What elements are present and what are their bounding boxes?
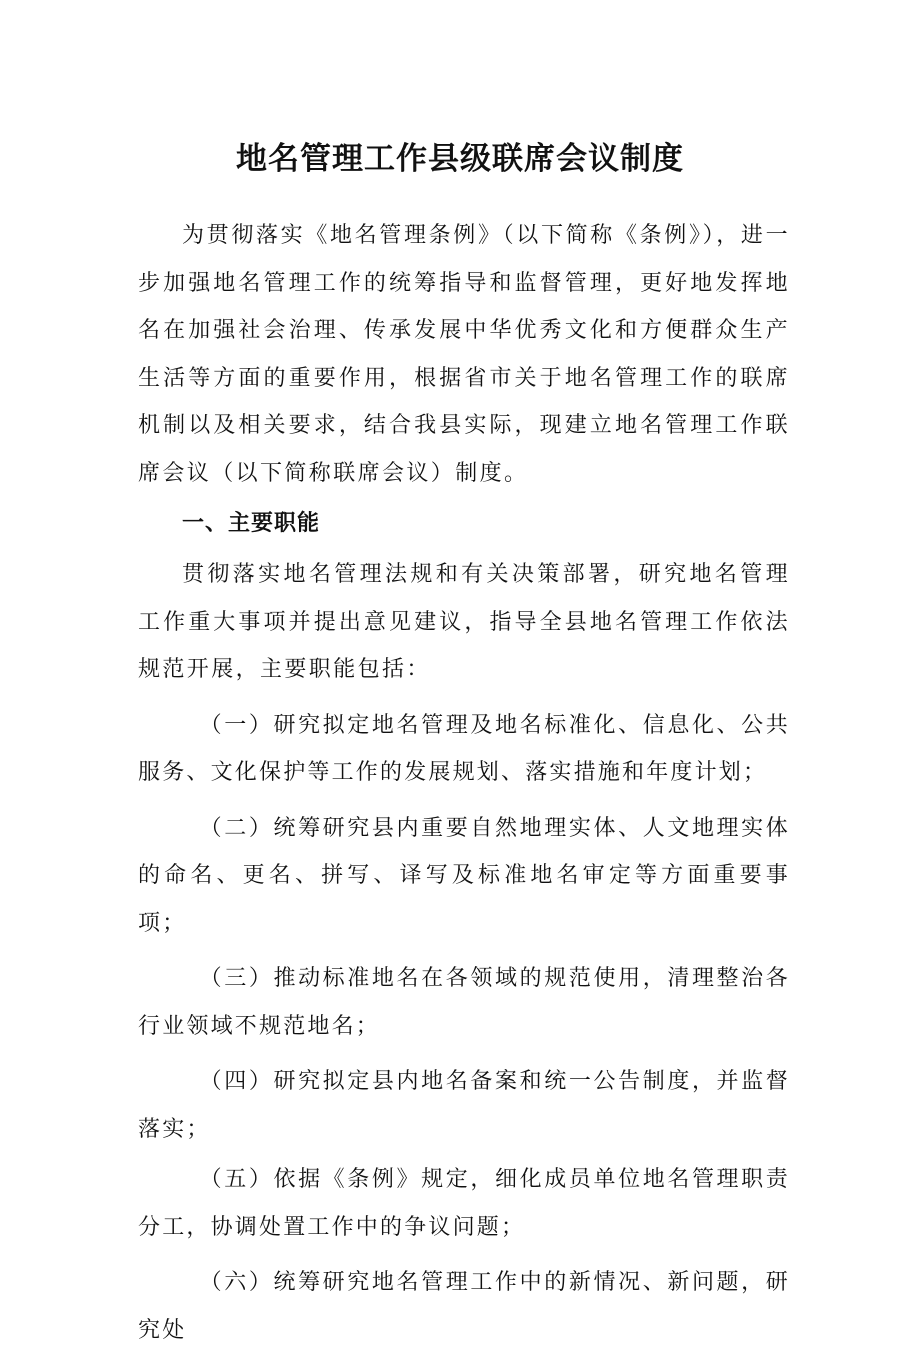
function-item-1: （一）研究拟定地名管理及地名标准化、信息化、公共服务、文化保护等工作的发展规划、落实措施和年度计划； xyxy=(138,712,790,785)
intro-paragraph: 为贯彻落实《地名管理条例》（以下简称《条例》），进一步加强地名管理工作的统筹指导和监督管理，更好地发挥地名在加强社会治理、传承发展中华优秀文化和方便群众生产生活等方面的重要作用，根据省市关于地名管理工作的联席机制以及相关要求，结合我县实际，现建立地名管理工作联席会议（以下简称联席会议）制度。 xyxy=(138,223,790,486)
document-body xyxy=(138,212,790,1354)
section-lead-paragraph: 贯彻落实地名管理法规和有关决策部署，研究地名管理工作重大事项并提出意见建议，指导全县地名管理工作依法规范开展，主要职能包括： xyxy=(138,562,790,682)
function-item-2: （二）统筹研究县内重要自然地理实体、人文地理实体的命名、更名、拼写、译写及标准地名审定等方面重要事项； xyxy=(138,815,790,936)
function-item-3: （三）推动标准地名在各领域的规范使用，清理整治各行业领域不规范地名； xyxy=(138,966,790,1039)
function-item-5: （五）依据《条例》规定，细化成员单位地名管理职责分工，协调处置工作中的争议问题； xyxy=(138,1167,790,1240)
document-title: 地名管理工作县级联席会议制度 xyxy=(236,141,684,177)
function-item-4: （四）研究拟定县内地名备案和统一公告制度，并监督落实； xyxy=(138,1069,790,1142)
function-item-6: （六）统筹研究地名管理工作中的新情况、新问题，研究处 xyxy=(138,1270,790,1343)
section-heading-main-functions: 一、主要职能 xyxy=(182,511,321,536)
